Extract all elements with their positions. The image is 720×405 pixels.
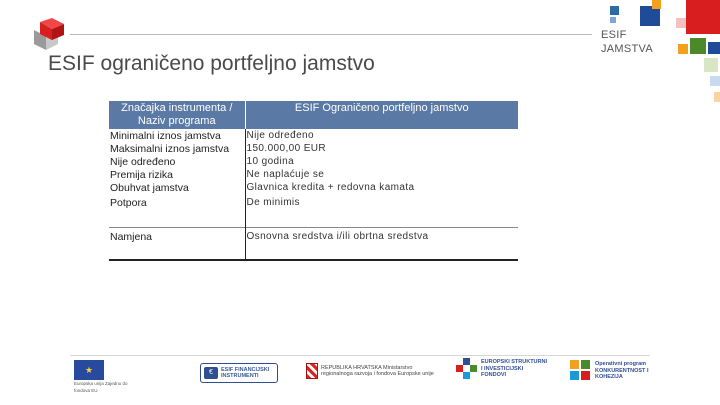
eu-logo-text: Europska unija Zajedno do fondova EU bbox=[74, 381, 128, 393]
croatian-coat-of-arms-icon bbox=[306, 363, 318, 379]
row-label: Premija rizika bbox=[109, 168, 245, 181]
row-value: Ne naplaćuje se bbox=[246, 169, 325, 180]
row-value: Osnovna sredstva i/ili obrtna sredstva bbox=[245, 227, 518, 260]
brand-line2: JAMSTVA bbox=[601, 43, 654, 55]
brand-line1: ESIF bbox=[601, 29, 627, 41]
program-logo bbox=[570, 360, 655, 382]
funds-logo bbox=[456, 358, 547, 380]
table-row bbox=[109, 181, 518, 194]
decorative-squares-icon bbox=[610, 0, 720, 110]
program-pixel-icon bbox=[570, 360, 592, 382]
cube-logo-icon bbox=[30, 18, 66, 52]
ministry-logo-text: REPUBLIKA HRVATSKA Ministarstvo regionalnoga razvoja i fondova Europske unije bbox=[321, 364, 434, 377]
funds-pixel-icon bbox=[456, 358, 478, 380]
row-label: Maksimalni iznos jamstva bbox=[109, 142, 245, 155]
table-row bbox=[109, 129, 518, 142]
row-value: De minimis bbox=[246, 197, 300, 208]
esif-mark-icon: € bbox=[204, 367, 218, 379]
eu-flag-icon: ★ bbox=[74, 360, 104, 380]
table-header-row bbox=[109, 101, 518, 129]
table-row bbox=[109, 155, 518, 168]
esif-logo-box bbox=[200, 363, 278, 383]
esif-logo bbox=[200, 363, 278, 383]
footer-divider bbox=[70, 355, 650, 356]
column-header-program: ESIF Ograničeno portfeljno jamstvo bbox=[245, 101, 518, 129]
table-row bbox=[109, 142, 518, 155]
funds-logo-text: EUROPSKI STRUKTURNI I INVESTICIJSKI FONDOVI bbox=[481, 359, 548, 379]
page-title: ESIF ograničeno portfeljno jamstvo bbox=[48, 52, 375, 75]
row-value: 10 godina bbox=[246, 156, 295, 167]
row-label: Obuhvat jamstva bbox=[109, 181, 245, 194]
eu-logo bbox=[74, 360, 134, 394]
row-value: Glavnica kredita + redovna kamata bbox=[246, 182, 415, 193]
program-logo-text: Operativni program KONKURENTNOST I KOHEZIJA bbox=[595, 361, 649, 381]
column-header-feature: Značajka instrumenta / Naziv programa bbox=[109, 101, 245, 129]
row-value: Nije određeno bbox=[246, 130, 314, 141]
ministry-logo bbox=[306, 363, 445, 379]
row-label: Minimalni iznos jamstva bbox=[109, 129, 245, 142]
guarantee-table bbox=[109, 101, 518, 261]
table-row bbox=[109, 227, 518, 260]
table-row bbox=[109, 168, 518, 181]
row-value: 150.000,00 EUR bbox=[246, 143, 327, 154]
row-label: Namjena bbox=[109, 227, 245, 260]
table-row bbox=[109, 194, 518, 227]
esif-logo-text: ESIF FINANCIJSKI INSTRUMENTI bbox=[221, 366, 270, 379]
row-label: Potpora bbox=[109, 194, 245, 227]
row-label: Nije određeno bbox=[109, 155, 245, 168]
header-divider bbox=[70, 34, 592, 35]
